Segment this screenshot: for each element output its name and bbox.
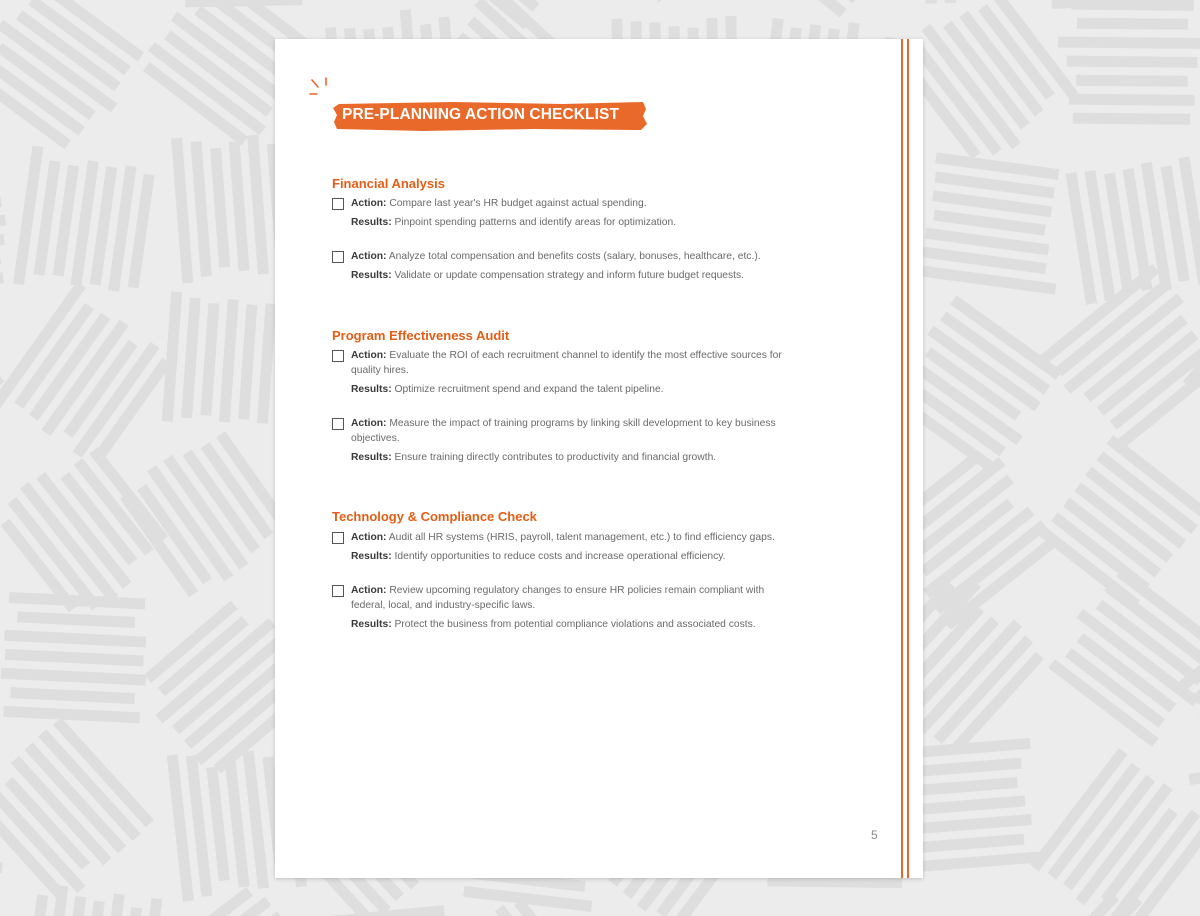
page-edge-line <box>901 39 903 878</box>
checklist-item <box>332 530 782 564</box>
checklist-item <box>332 348 782 397</box>
stroke-cluster <box>142 885 328 916</box>
section-heading-program-effectiveness-audit: Program Effectiveness Audit <box>332 328 510 343</box>
results-line <box>351 268 782 283</box>
stroke-cluster <box>19 146 151 300</box>
results-line <box>351 549 782 564</box>
action-label: Action: <box>351 532 387 543</box>
action-line <box>351 249 782 264</box>
results-line <box>351 215 782 230</box>
action-line <box>351 416 782 446</box>
results-line <box>351 450 782 465</box>
results-label: Results: <box>351 270 392 281</box>
results-text: Identify opportunities to reduce costs and increase operational efficiency. <box>394 551 726 562</box>
action-line <box>351 348 782 378</box>
stroke-cluster <box>1040 439 1200 605</box>
page-number: 5 <box>871 828 878 842</box>
action-text: Compare last year's HR budget against actual spending. <box>389 198 647 209</box>
action-label: Action: <box>351 585 387 596</box>
stroke-cluster <box>1057 4 1200 119</box>
stroke-cluster <box>729 0 916 14</box>
checkbox[interactable] <box>332 251 344 263</box>
stroke-cluster <box>0 273 1 461</box>
results-text: Validate or update compensation strategy and inform future budget requests. <box>394 270 745 281</box>
results-label: Results: <box>351 551 392 562</box>
results-label: Results: <box>351 384 392 395</box>
action-label: Action: <box>351 350 387 361</box>
checkbox[interactable] <box>332 198 344 210</box>
action-text: Analyze total compensation and benefits costs (salary, bonuses, healthcare, etc.). <box>388 251 761 262</box>
checklist-item <box>332 196 782 230</box>
results-label: Results: <box>351 619 392 630</box>
action-text: Review upcoming regulatory changes to ensure HR policies remain compliant with federal, local, and industry-specific laws. <box>351 585 765 611</box>
stroke-cluster <box>0 597 149 718</box>
action-line <box>351 530 782 545</box>
results-text: Ensure training directly contributes to productivity and financial growth. <box>394 452 717 463</box>
results-label: Results: <box>351 452 392 463</box>
checkbox[interactable] <box>332 418 344 430</box>
stroke-cluster <box>167 292 290 430</box>
section-heading-financial-analysis: Financial Analysis <box>332 176 445 191</box>
checkbox[interactable] <box>332 350 344 362</box>
section-heading-technology-compliance-check: Technology & Compliance Check <box>332 509 537 524</box>
stroke-cluster <box>931 0 1048 6</box>
action-label: Action: <box>351 198 387 209</box>
stroke-cluster <box>0 284 174 471</box>
stroke-cluster <box>1043 268 1200 449</box>
checkbox[interactable] <box>332 585 344 597</box>
stroke-cluster <box>0 867 32 916</box>
results-text: Optimize recruitment spend and expand the talent pipeline. <box>394 384 664 395</box>
stroke-cluster <box>0 590 1 768</box>
action-label: Action: <box>351 418 387 429</box>
sparkle-icon <box>309 75 339 101</box>
checkbox[interactable] <box>332 532 344 544</box>
stroke-cluster <box>1034 751 1200 916</box>
page-title: PRE-PLANNING ACTION CHECKLIST <box>342 106 620 123</box>
results-text: Protect the business from potential compliance violations and associated costs. <box>394 619 756 630</box>
action-text: Audit all HR systems (HRIS, payroll, talent management, etc.) to find efficiency gaps. <box>388 532 775 543</box>
page-edge-line <box>907 39 909 878</box>
action-text: Evaluate the ROI of each recruitment channel to identify the most effective sources for quality hires. <box>351 350 782 376</box>
stroke-cluster <box>309 910 464 916</box>
document-page <box>275 39 923 878</box>
stroke-cluster <box>0 0 148 154</box>
action-line <box>351 196 782 211</box>
action-text: Measure the impact of training programs by linking skill development to key business objectives. <box>351 418 776 444</box>
stroke-cluster <box>0 719 152 902</box>
results-label: Results: <box>351 217 392 228</box>
checklist-item <box>332 249 782 283</box>
results-line <box>351 382 782 397</box>
stroke-cluster <box>908 156 1071 289</box>
action-label: Action: <box>351 251 387 262</box>
checklist-item <box>332 416 782 465</box>
stroke-cluster <box>1045 568 1200 748</box>
stroke-cluster <box>28 884 157 916</box>
action-line <box>351 583 782 613</box>
results-line <box>351 617 782 632</box>
stroke-cluster <box>0 163 12 292</box>
checklist-item <box>332 583 782 632</box>
results-text: Pinpoint spending patterns and identify areas for optimization. <box>394 217 677 228</box>
